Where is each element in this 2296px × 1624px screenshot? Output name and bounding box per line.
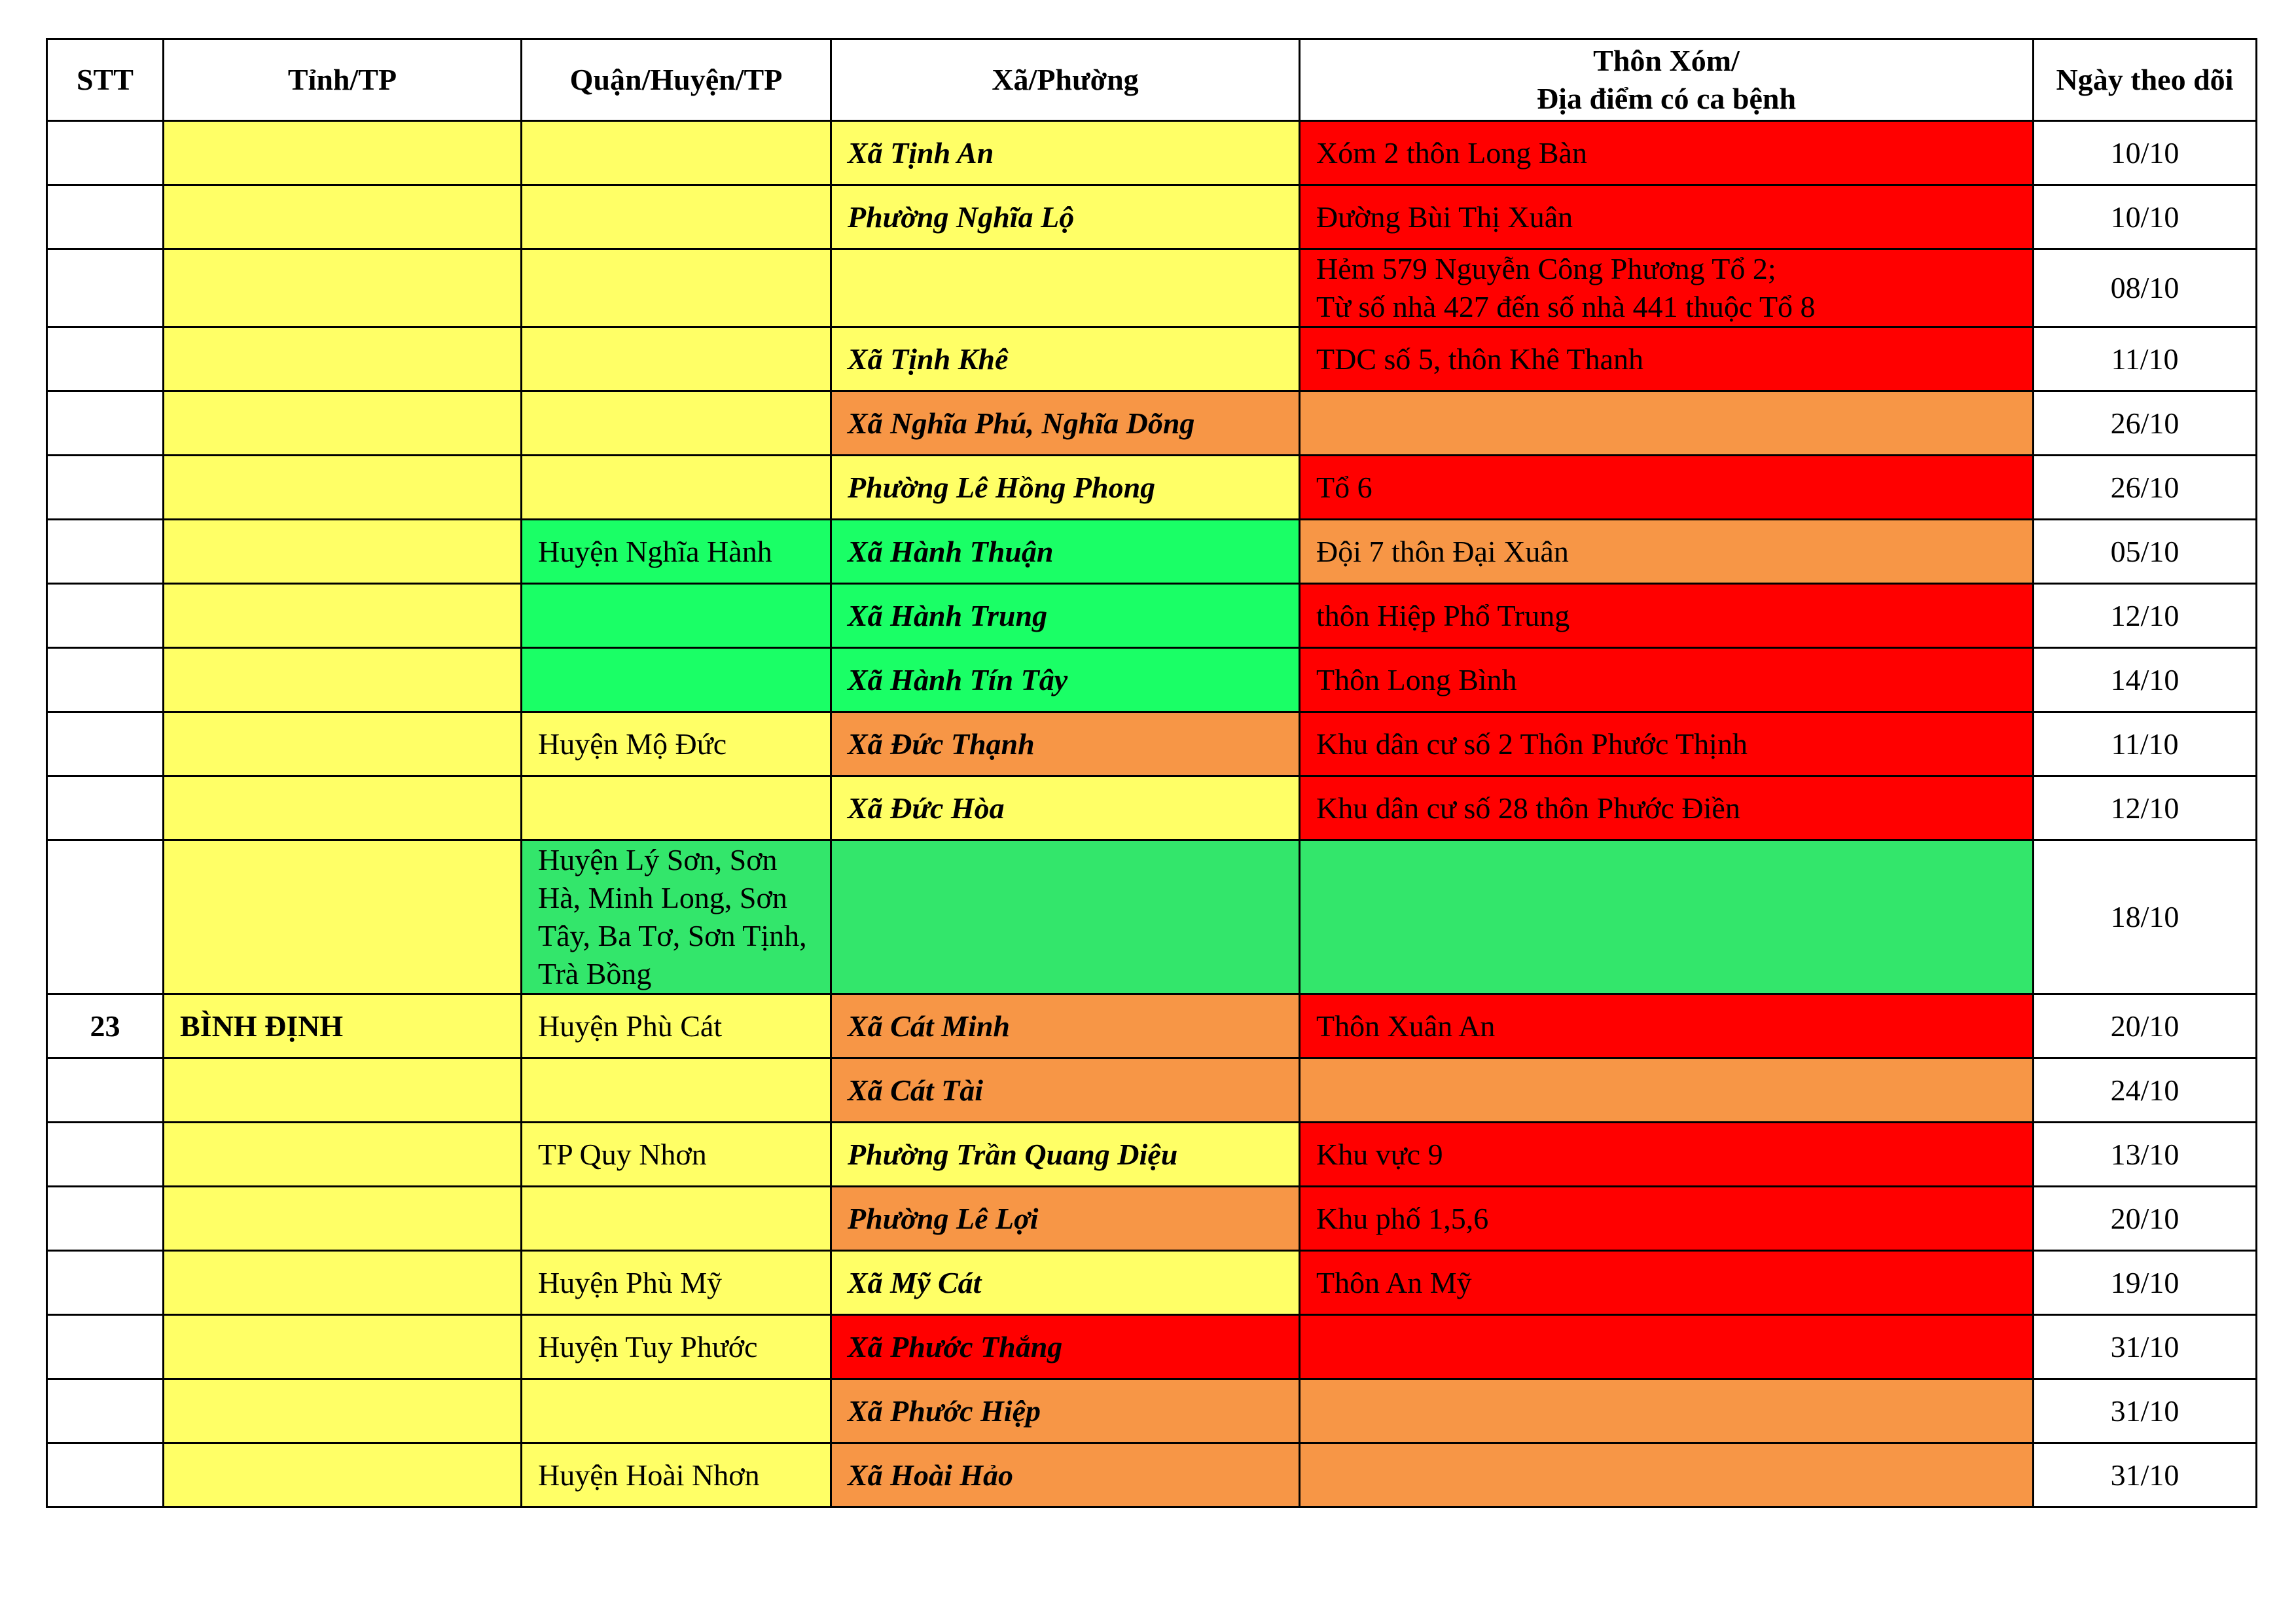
cell-date: 31/10 — [2034, 1443, 2257, 1507]
cell-commune: Xã Phước Thắng — [831, 1315, 1300, 1379]
cell-stt — [47, 520, 164, 584]
cell-province — [164, 456, 522, 520]
cell-commune: Xã Hành Trung — [831, 584, 1300, 648]
table-row — [47, 776, 2257, 840]
cell-date: 26/10 — [2034, 456, 2257, 520]
cell-date: 12/10 — [2034, 776, 2257, 840]
cell-date: 26/10 — [2034, 391, 2257, 456]
cell-location: Khu dân cư số 28 thôn Phước Điền — [1300, 776, 2034, 840]
cell-date: 12/10 — [2034, 584, 2257, 648]
cell-location: Đội 7 thôn Đại Xuân — [1300, 520, 2034, 584]
cell-commune: Xã Mỹ Cát — [831, 1251, 1300, 1315]
cell-commune — [831, 249, 1300, 327]
cell-district: Huyện Lý Sơn, Sơn Hà, Minh Long, Sơn Tây, Ba Tơ, Sơn Tịnh, Trà Bồng — [522, 840, 831, 994]
table-row — [47, 994, 2257, 1058]
cell-commune: Xã Tịnh An — [831, 121, 1300, 185]
cell-province — [164, 1058, 522, 1123]
cell-province — [164, 185, 522, 249]
header-district: Quận/Huyện/TP — [522, 39, 831, 121]
cell-stt — [47, 648, 164, 712]
cell-stt: 23 — [47, 994, 164, 1058]
cell-district — [522, 1379, 831, 1443]
cell-location: Tổ 6 — [1300, 456, 2034, 520]
header-province: Tỉnh/TP — [164, 39, 522, 121]
cell-district — [522, 249, 831, 327]
cell-location — [1300, 1315, 2034, 1379]
cell-commune: Xã Tịnh Khê — [831, 327, 1300, 391]
cell-stt — [47, 712, 164, 776]
cell-district — [522, 456, 831, 520]
cell-date: 19/10 — [2034, 1251, 2257, 1315]
cell-date: 20/10 — [2034, 994, 2257, 1058]
cell-commune: Xã Cát Minh — [831, 994, 1300, 1058]
cell-location: Thôn Xuân An — [1300, 994, 2034, 1058]
cell-date: 24/10 — [2034, 1058, 2257, 1123]
cell-stt — [47, 776, 164, 840]
cell-province — [164, 327, 522, 391]
cell-stt — [47, 1123, 164, 1187]
cell-district — [522, 185, 831, 249]
table-row — [47, 249, 2257, 327]
cell-stt — [47, 584, 164, 648]
cell-stt — [47, 327, 164, 391]
table-row — [47, 648, 2257, 712]
cell-province — [164, 1187, 522, 1251]
cell-stt — [47, 1379, 164, 1443]
cell-commune: Xã Phước Hiệp — [831, 1379, 1300, 1443]
cell-commune: Phường Nghĩa Lộ — [831, 185, 1300, 249]
header-location — [1300, 39, 2034, 121]
cell-location: Thôn Long Bình — [1300, 648, 2034, 712]
cell-district: Huyện Hoài Nhơn — [522, 1443, 831, 1507]
cell-commune: Xã Đức Hòa — [831, 776, 1300, 840]
table-row — [47, 584, 2257, 648]
cell-province — [164, 520, 522, 584]
cell-location — [1300, 1443, 2034, 1507]
cell-date: 20/10 — [2034, 1187, 2257, 1251]
cell-commune: Xã Hành Thuận — [831, 520, 1300, 584]
cell-stt — [47, 1058, 164, 1123]
cell-commune — [831, 840, 1300, 994]
cell-stt — [47, 1315, 164, 1379]
header-date: Ngày theo dõi — [2034, 39, 2257, 121]
cell-district — [522, 1187, 831, 1251]
cell-province — [164, 249, 522, 327]
cell-commune: Phường Lê Hồng Phong — [831, 456, 1300, 520]
cell-location: Khu dân cư số 2 Thôn Phước Thịnh — [1300, 712, 2034, 776]
table-row — [47, 1315, 2257, 1379]
cell-location: Xóm 2 thôn Long Bàn — [1300, 121, 2034, 185]
cell-date: 14/10 — [2034, 648, 2257, 712]
table-row — [47, 121, 2257, 185]
table-row — [47, 391, 2257, 456]
cell-location: TDC số 5, thôn Khê Thanh — [1300, 327, 2034, 391]
cell-district: Huyện Nghĩa Hành — [522, 520, 831, 584]
cell-commune: Xã Hành Tín Tây — [831, 648, 1300, 712]
header-commune: Xã/Phường — [831, 39, 1300, 121]
cell-commune: Xã Hoài Hảo — [831, 1443, 1300, 1507]
cell-date: 13/10 — [2034, 1123, 2257, 1187]
cell-stt — [47, 456, 164, 520]
cell-stt — [47, 121, 164, 185]
cell-province — [164, 776, 522, 840]
cell-province — [164, 1123, 522, 1187]
cell-stt — [47, 1251, 164, 1315]
cell-district — [522, 391, 831, 456]
header-row — [47, 39, 2257, 121]
cell-stt — [47, 185, 164, 249]
outbreak-table — [46, 38, 2257, 1508]
cell-commune: Xã Đức Thạnh — [831, 712, 1300, 776]
cell-date: 10/10 — [2034, 185, 2257, 249]
cell-province — [164, 1315, 522, 1379]
cell-commune: Xã Nghĩa Phú, Nghĩa Dõng — [831, 391, 1300, 456]
cell-commune: Xã Cát Tài — [831, 1058, 1300, 1123]
cell-district: Huyện Phù Cát — [522, 994, 831, 1058]
cell-location — [1300, 249, 2034, 327]
header-location-line1: Thôn Xóm/ — [1593, 44, 1740, 77]
table-row — [47, 456, 2257, 520]
cell-province — [164, 1251, 522, 1315]
cell-district: Huyện Mộ Đức — [522, 712, 831, 776]
table-row — [47, 1123, 2257, 1187]
cell-date: 08/10 — [2034, 249, 2257, 327]
cell-district — [522, 584, 831, 648]
cell-location-line2: Từ số nhà 427 đến số nhà 441 thuộc Tổ 8 — [1316, 290, 1816, 323]
cell-location — [1300, 1058, 2034, 1123]
cell-location: Khu phố 1,5,6 — [1300, 1187, 2034, 1251]
cell-stt — [47, 249, 164, 327]
table-row — [47, 1058, 2257, 1123]
cell-district — [522, 327, 831, 391]
cell-stt — [47, 1443, 164, 1507]
table-row — [47, 1443, 2257, 1507]
cell-stt — [47, 840, 164, 994]
cell-date: 05/10 — [2034, 520, 2257, 584]
table-row — [47, 327, 2257, 391]
cell-district: Huyện Phù Mỹ — [522, 1251, 831, 1315]
cell-location: Đường Bùi Thị Xuân — [1300, 185, 2034, 249]
cell-district — [522, 121, 831, 185]
cell-date: 10/10 — [2034, 121, 2257, 185]
table-row — [47, 712, 2257, 776]
cell-location-line1: Hẻm 579 Nguyễn Công Phương Tổ 2; — [1316, 252, 1776, 285]
header-stt: STT — [47, 39, 164, 121]
cell-province: BÌNH ĐỊNH — [164, 994, 522, 1058]
cell-district: Huyện Tuy Phước — [522, 1315, 831, 1379]
cell-commune: Phường Trần Quang Diệu — [831, 1123, 1300, 1187]
header-location-line2: Địa điểm có ca bệnh — [1536, 82, 1797, 115]
cell-province — [164, 121, 522, 185]
cell-location — [1300, 840, 2034, 994]
cell-location: Khu vực 9 — [1300, 1123, 2034, 1187]
cell-province — [164, 1443, 522, 1507]
cell-location — [1300, 1379, 2034, 1443]
cell-province — [164, 840, 522, 994]
cell-location — [1300, 391, 2034, 456]
cell-date: 18/10 — [2034, 840, 2257, 994]
cell-province — [164, 584, 522, 648]
cell-date: 31/10 — [2034, 1379, 2257, 1443]
cell-date: 11/10 — [2034, 327, 2257, 391]
cell-stt — [47, 1187, 164, 1251]
cell-province — [164, 648, 522, 712]
cell-province — [164, 1379, 522, 1443]
cell-district — [522, 1058, 831, 1123]
cell-commune: Phường Lê Lợi — [831, 1187, 1300, 1251]
table-row — [47, 1379, 2257, 1443]
cell-district — [522, 648, 831, 712]
cell-stt — [47, 391, 164, 456]
table-row — [47, 840, 2257, 994]
table-row — [47, 185, 2257, 249]
table-row — [47, 520, 2257, 584]
table-row — [47, 1251, 2257, 1315]
cell-location: thôn Hiệp Phổ Trung — [1300, 584, 2034, 648]
cell-date: 31/10 — [2034, 1315, 2257, 1379]
cell-location: Thôn An Mỹ — [1300, 1251, 2034, 1315]
table-row — [47, 1187, 2257, 1251]
cell-province — [164, 712, 522, 776]
cell-district — [522, 776, 831, 840]
cell-date: 11/10 — [2034, 712, 2257, 776]
cell-district: TP Quy Nhơn — [522, 1123, 831, 1187]
cell-province — [164, 391, 522, 456]
